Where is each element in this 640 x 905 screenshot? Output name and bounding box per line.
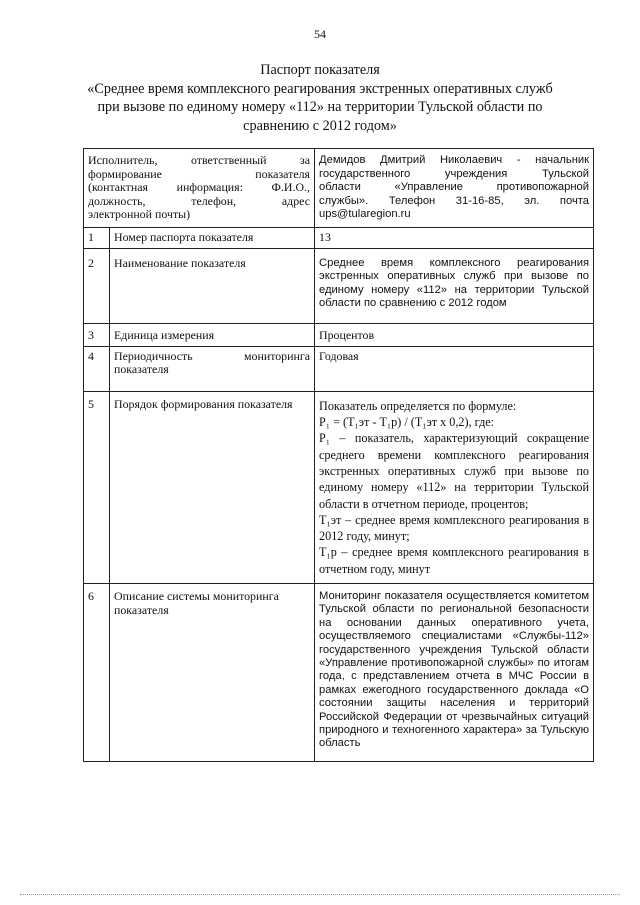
passport-table: [83, 148, 594, 762]
title-line: Паспорт показателя: [260, 62, 380, 78]
table-row: [84, 323, 594, 346]
row-name: Единица измерения: [110, 323, 315, 346]
table-row-executor: [84, 149, 594, 228]
row-name-text: Порядок формирования показателя: [114, 396, 293, 411]
formula-definition: P₁ – показатель, характеризующий сокращение среднего времени комплексного реагирования экстренных оперативных служб при вызове по единому номеру «112» на территории Тульской области в отчетном периоде, процентов;: [319, 431, 590, 511]
scan-edge-divider: [20, 894, 620, 899]
executor-label-line: электронной почты): [88, 207, 191, 222]
table-row: [84, 248, 594, 323]
executor-label: [84, 149, 315, 228]
executor-label-line: должность, телефон, адрес: [88, 193, 311, 208]
table-row: [84, 583, 594, 761]
executor-value-line: службы». Телефон 31-16-85, эл. почта: [319, 194, 590, 207]
row-number: 5: [84, 391, 110, 583]
row-value: 13: [315, 227, 594, 248]
executor-label-line: (контактная информация: Ф.И.О.,: [88, 180, 311, 195]
executor-value-line: области «Управление противопожарной: [319, 181, 590, 194]
page-title: [70, 61, 570, 135]
table-row: [84, 346, 594, 391]
row-number: 2: [84, 248, 110, 323]
table-row: [84, 227, 594, 248]
row-number: 1: [84, 227, 110, 248]
executor-label-line: Исполнитель, ответственный за: [88, 153, 311, 167]
formula-definition: T₁р – среднее время комплексного реагирования в отчетном году, минут: [319, 545, 590, 576]
title-line: при вызове по единому номеру «112» на территории Тульской области по: [97, 99, 543, 115]
formula-cell: [315, 391, 594, 583]
formula-definition: T₁эт – среднее время комплексного реагирования в 2012 году, минут;: [319, 512, 590, 544]
table-row: [84, 391, 594, 583]
row-number: 6: [84, 583, 110, 761]
executor-label-line: формирование показателя: [88, 166, 311, 181]
formula: P₁ = (T₁эт - T₁р) / (T₁эт x 0,2), где:: [319, 415, 495, 430]
page-number: 54: [314, 27, 326, 41]
row-name: Номер паспорта показателя: [110, 227, 315, 248]
row-name: [110, 346, 315, 391]
row-value: Процентов: [315, 323, 594, 346]
row-value: Среднее время комплексного реагирования экстренных оперативных служб при вызове по единому номеру «112» на территории Тульской области по сравнению с 2012 годом: [315, 248, 594, 323]
executor-value-line: государственного учреждения Тульской: [319, 167, 590, 180]
formula-intro: Показатель определяется по формуле:: [319, 398, 517, 413]
row-name-text: Периодичность мониторинга показателя: [114, 348, 311, 377]
row-name: Наименование показателя: [110, 248, 315, 323]
row-number: 3: [84, 323, 110, 346]
row-value: Мониторинг показателя осуществляется комитетом Тульской области по региональной безопасности на основании данных оперативного учета, осуществляемого специалистами «Службы-112» государственного учреждения Тульской области «Управление противопожарной службы» по итогам года, с представлением отчета в МЧС России в рамках ежегодного государственного доклада «О состоянии защиты населения и территорий Российской Федерации от чрезвычайных ситуаций природного и техногенного характера» за Тульскую область: [315, 583, 594, 761]
executor-value-line: Демидов Дмитрий Николаевич - начальник: [319, 154, 590, 166]
title-line: сравнению с 2012 годом»: [243, 117, 397, 134]
row-name: [110, 391, 315, 583]
executor-value-line: ups@tularegion.ru: [319, 208, 411, 221]
row-name: Описание системы мониторинга показателя: [110, 583, 315, 761]
row-number: 4: [84, 346, 110, 391]
title-line: «Среднее время комплексного реагирования экстренных оперативных служб: [87, 80, 553, 97]
row-value: Годовая: [315, 346, 594, 391]
executor-value: [315, 149, 594, 228]
